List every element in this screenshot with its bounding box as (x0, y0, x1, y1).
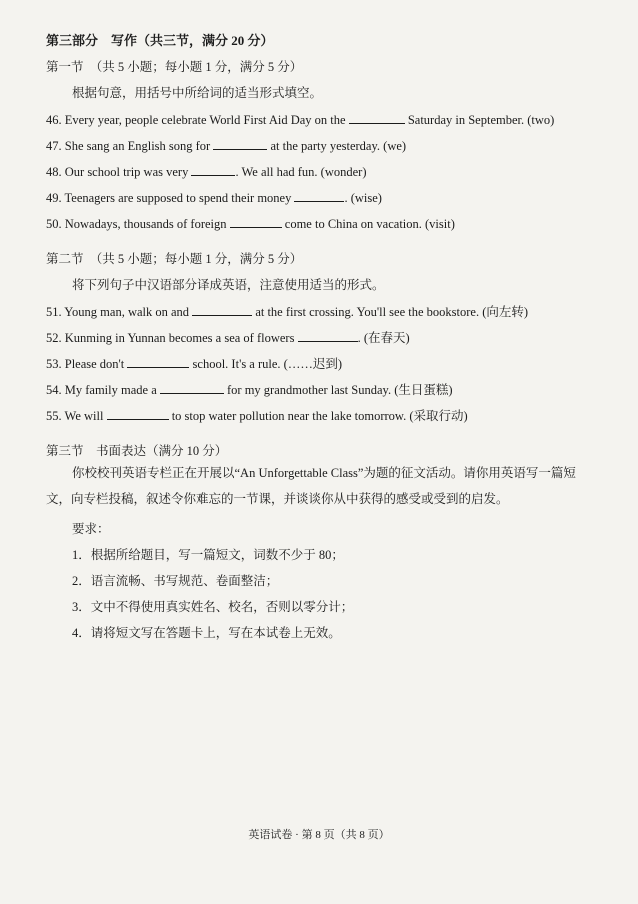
answer-blank[interactable] (191, 163, 235, 176)
question-52: 52. Kunming in Yunnan becomes a sea of flowers . (在春天) (46, 331, 410, 345)
answer-blank[interactable] (160, 381, 224, 394)
section-1-instruction: 根据句意，用括号中所给词的适当形式填空。 (72, 86, 323, 100)
requirement-item: 4．请将短文写在答题卡上，写在本试卷上无效。 (72, 626, 341, 640)
section-1-title: 第一节 （共 5 小题；每小题 1 分，满分 5 分） (46, 60, 303, 74)
requirement-item: 1．根据所给题目，写一篇短文，词数不少于 80； (72, 548, 344, 562)
answer-blank[interactable] (107, 407, 169, 420)
question-47: 47. She sang an English song for at the party yesterday. (we) (46, 139, 407, 153)
question-51: 51. Young man, walk on and at the first crossing. You'll see the bookstore. (向左转) (46, 305, 529, 319)
section-2-instruction: 将下列句子中汉语部分译成英语，注意使用适当的形式。 (72, 278, 385, 292)
page-footer: 英语试卷 · 第 8 页（共 8 页） (248, 829, 390, 841)
question-55: 55. We will to stop water pollution near the lake tomorrow. (采取行动) (46, 409, 468, 423)
answer-blank[interactable] (127, 355, 189, 368)
question-49: 49. Teenagers are supposed to spend their money . (wise) (46, 191, 382, 205)
requirement-item: 2．语言流畅、书写规范、卷面整洁； (72, 574, 279, 588)
answer-blank[interactable] (294, 189, 344, 202)
answer-blank[interactable] (192, 303, 252, 316)
question-48: 48. Our school trip was very . We all had fun. (wonder) (46, 165, 367, 179)
question-46: 46. Every year, people celebrate World First Aid Day on the Saturday in September. (two) (46, 113, 555, 127)
answer-blank[interactable] (349, 111, 405, 124)
requirement-item: 3．文中不得使用真实姓名、校名，否则以零分计； (72, 600, 354, 614)
section-3-title: 第三节 书面表达（满分 10 分） (46, 444, 228, 458)
question-50: 50. Nowadays, thousands of foreign come to China on vacation. (visit) (46, 217, 455, 231)
writing-prompt: 你校校刊英语专栏正在开展以“An Unforgettable Class”为题的征文活动。请你用英语写一篇短文，向专栏投稿，叙述令你难忘的一节课，并谈谈你从中获得的感受或受到的启发。 (46, 466, 576, 506)
question-53: 53. Please don't school. It's a rule. (……迟到) (46, 357, 342, 371)
answer-blank[interactable] (230, 215, 282, 228)
answer-blank[interactable] (298, 329, 358, 342)
requirements-title: 要求： (72, 522, 110, 536)
answer-blank[interactable] (213, 137, 267, 150)
part-title: 第三部分 写作（共三节，满分 20 分） (46, 33, 274, 48)
section-2-title: 第二节 （共 5 小题；每小题 1 分，满分 5 分） (46, 252, 303, 266)
question-54: 54. My family made a for my grandmother last Sunday. (生日蛋糕) (46, 383, 453, 397)
